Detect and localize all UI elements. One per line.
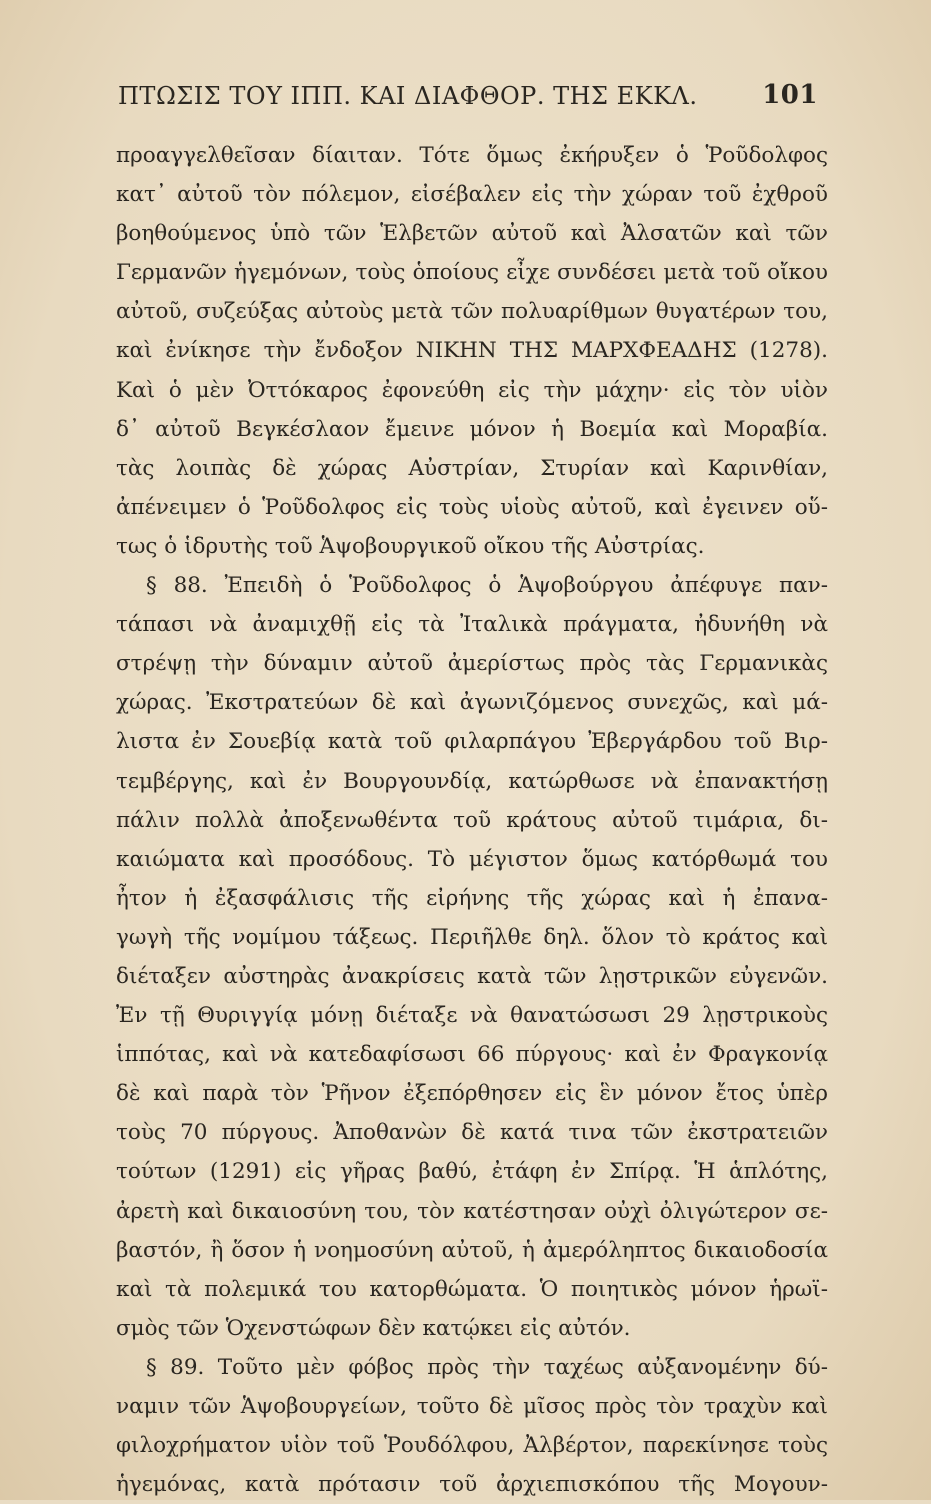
text-line: αὐτοῦ, συζεύξας αὐτοὺς μετὰ τῶν πολυαρίθμων θυγατέρων του, <box>116 299 828 325</box>
text-line: τάπασι νὰ ἀναμιχθῇ εἰς τὰ Ἰταλικὰ πράγματα, ἠδυνήθη νὰ <box>116 612 828 638</box>
text-line: δ᾽ αὐτοῦ Βεγκέσλαον ἔμεινε μόνον ἡ Βοεμία καὶ Μοραβία. <box>116 416 828 442</box>
text-line: ἱππότας, καὶ νὰ κατεδαφίσωσι 66 πύργους· καὶ ἐν Φραγκονίᾳ <box>116 1042 828 1068</box>
body-text <box>116 136 828 1504</box>
text-line: σμὸς τῶν Ὁχενστώφων δὲν κατῴκει εἰς αὐτόν. <box>116 1315 631 1341</box>
text-line: ἀρετὴ καὶ δικαιοσύνη του, τὸν κατέστησαν οὐχὶ ὀλιγώτερον σε- <box>116 1198 828 1224</box>
text-line: τεμβέργης, καὶ ἐν Βουργουνδίᾳ, κατώρθωσε νὰ ἐπανακτήσῃ <box>116 768 828 794</box>
text-line: ἡγεμόνας, κατὰ πρότασιν τοῦ ἀρχιεπισκόπου τῆς Μογουν- <box>116 1472 828 1498</box>
text-line: Γερμανῶν ἡγεμόνων, τοὺς ὁποίους εἶχε συνδέσει μετὰ τοῦ οἴκου <box>116 260 828 286</box>
text-line: λιστα ἐν Σουεβίᾳ κατὰ τοῦ φιλαρπάγου Ἐβεργάρδου τοῦ Βιρ- <box>116 729 828 755</box>
text-line: τούτων (1291) εἰς γῆρας βαθύ, ἐτάφη ἐν Σπίρᾳ. Ἡ ἁπλότης, <box>116 1159 828 1185</box>
text-line: καὶ ἐνίκησε τὴν ἔνδοξον ΝΙΚΗΝ ΤΗΣ ΜΑΡΧΦΕΑΔΗΣ (1278). <box>116 338 828 364</box>
text-line: χώρας. Ἐκστρατεύων δὲ καὶ ἀγωνιζόμενος συνεχῶς, καὶ μά- <box>116 690 828 716</box>
text-line: τὰς λοιπὰς δὲ χώρας Αὐστρίαν, Στυρίαν καὶ Καρινθίαν, <box>116 455 828 481</box>
text-line: στρέψῃ τὴν δύναμιν αὐτοῦ ἀμερίστως πρὸς τὰς Γερμανικὰς <box>116 651 828 677</box>
page-number: 101 <box>762 80 818 110</box>
text-line: κατ᾽ αὐτοῦ τὸν πόλεμον, εἰσέβαλεν εἰς τὴν χώραν τοῦ ἐχθροῦ <box>116 182 828 208</box>
text-line: προαγγελθεῖσαν δίαιταν. Τότε ὅμως ἐκήρυξεν ὁ Ῥοῦδολφος <box>116 143 828 168</box>
text-line: διέταξεν αὐστηρὰς ἀνακρίσεις κατὰ τῶν λῃστρικῶν εὐγενῶν. <box>116 963 828 989</box>
text-line: ἦτον ἡ ἐξασφάλισις τῆς εἰρήνης τῆς χώρας καὶ ἡ ἐπανα- <box>116 885 828 911</box>
section-88-start: § 88. Ἐπειδὴ ὁ Ῥοῦδολφος ὁ Ἁψοβούργου ἀπέφυγε παν- <box>146 573 828 599</box>
page-header <box>118 82 818 118</box>
text-line: Καὶ ὁ μὲν Ὀττόκαρος ἐφονεύθη εἰς τὴν μάχην· εἰς τὸν υἱὸν <box>116 377 828 403</box>
text-line: δὲ καὶ παρὰ τὸν Ῥῆνον ἐξεπόρθησεν εἰς ἓν μόνον ἔτος ὑπὲρ <box>116 1081 828 1107</box>
text-line: βαστόν, ἢ ὅσον ἡ νοημοσύνη αὐτοῦ, ἡ ἀμερόληπτος δικαιοδοσία <box>116 1237 828 1263</box>
text-line: ναμιν τῶν Ἁψοβουργείων, τοῦτο δὲ μῖσος πρὸς τὸν τραχὺν καὶ <box>116 1394 828 1419</box>
text-line: Ἐν τῇ Θυριγγίᾳ μόνῃ διέταξε νὰ θανατώσωσι 29 λῃστρικοὺς <box>116 1003 828 1029</box>
text-line: καὶ τὰ πολεμικά του κατορθώματα. Ὁ ποιητικὸς μόνον ἡρωϊ- <box>116 1276 828 1302</box>
running-head: ΠΤΩΣΙΣ ΤΟΥ ΙΠΠ. ΚΑΙ ΔΙΑΦΘΟΡ. ΤΗΣ ΕΚΚΛ. <box>118 82 698 110</box>
text-line: ἀπένειμεν ὁ Ῥοῦδολφος εἰς τοὺς υἱοὺς αὐτοῦ, καὶ ἐγεινεν οὕ- <box>116 494 828 520</box>
text-line: φιλοχρήματον υἱὸν τοῦ Ῥουδόλφου, Ἀλβέρτον, παρεκίνησε τοὺς <box>116 1433 828 1459</box>
text-line: βοηθούμενος ὑπὸ τῶν Ἑλβετῶν αὐτοῦ καὶ Ἀλσατῶν καὶ τῶν <box>116 221 828 247</box>
text-line: τως ὁ ἱδρυτὴς τοῦ Ἁψοβουργικοῦ οἴκου τῆς Αὐστρίας. <box>116 533 705 559</box>
text-line: γωγὴ τῆς νομίμου τάξεως. Περιῆλθε δηλ. ὅλον τὸ κράτος καὶ <box>116 924 828 950</box>
text-line: καιώματα καὶ προσόδους. Τὸ μέγιστον ὅμως κατόρθωμά του <box>116 846 828 872</box>
section-89-start: § 89. Τοῦτο μὲν φόβος πρὸς τὴν ταχέως αὐξανομένην δύ- <box>146 1354 828 1380</box>
text-line: τοὺς 70 πύργους. Ἀποθανὼν δὲ κατά τινα τῶν ἐκστρατειῶν <box>116 1120 828 1146</box>
text-line: πάλιν πολλὰ ἀποξενωθέντα τοῦ κράτους αὐτοῦ τιμάρια, δι- <box>116 807 828 833</box>
